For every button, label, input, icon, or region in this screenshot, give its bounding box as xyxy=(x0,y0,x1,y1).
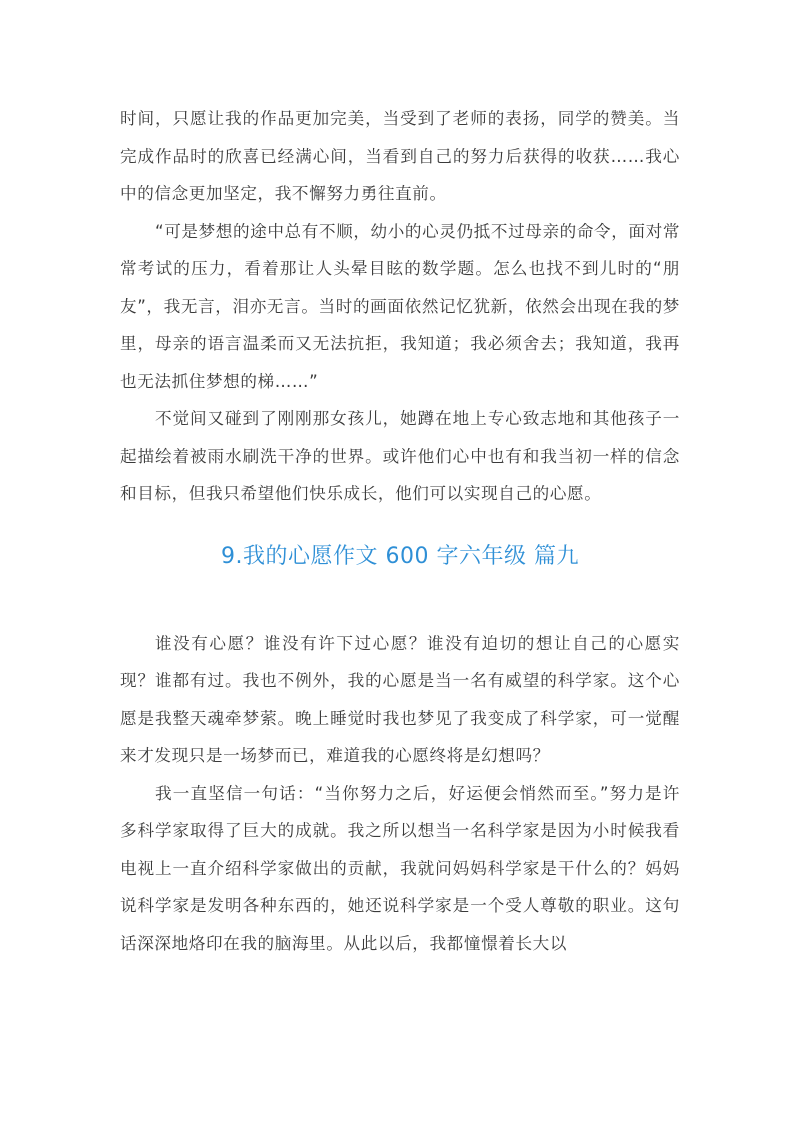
paragraph-wish: 谁没有心愿？谁没有许下过心愿？谁没有迫切的想让自己的心愿实现？谁都有过。我也不例外，我的心愿是当一名有威望的科学家。这个心愿是我整天魂牵梦萦。晚上睡觉时我也梦见了我变成了科学家，可一觉醒来才发现只是一场梦而已，难道我的心愿终将是幻想吗？ xyxy=(120,633,680,765)
section-heading: 9.我的心愿作文 600 字六年级 篇九 xyxy=(221,543,579,569)
paragraph-continued: 时间，只愿让我的作品更加完美，当受到了老师的表扬，同学的赞美。当完成作品时的欣喜已经满心间，当看到自己的努力后获得的收获……我心中的信念更加坚定，我不懈努力勇往直前。 xyxy=(120,109,680,203)
paragraph-belief: 我一直坚信一句话：“当你努力之后，好运便会悄然而至。”努力是许多科学家取得了巨大的成就。我之所以想当一名科学家是因为小时候我看电视上一直介绍科学家做出的贡献，我就问妈妈科学家是干什么的？妈妈说科学家是发明各种东西的，她还说科学家是一个受人尊敬的职业。这句话深深地烙印在我的脑海里。从此以后，我都憧憬着长大以 xyxy=(120,783,680,953)
document-page xyxy=(120,100,680,962)
paragraph-quote: “可是梦想的途中总有不顺，幼小的心灵仍抵不过母亲的命令，面对常常考试的压力，看着那让人头晕目眩的数学题。怎么也找不到儿时的“朋友”，我无言，泪亦无言。当时的画面依然记忆犹新，依然会出现在我的梦里，母亲的语言温柔而又无法抗拒，我知道；我必须舍去；我知道，我再也无法抓住梦想的梯……” xyxy=(120,221,681,391)
paragraph-girl: 不觉间又碰到了刚刚那女孩儿，她蹲在地上专心致志地和其他孩子一起描绘着被雨水刷洗干净的世界。或许他们心中也有和我当初一样的信念和目标，但我只希望他们快乐成长，他们可以实现自己的心愿。 xyxy=(120,409,680,503)
